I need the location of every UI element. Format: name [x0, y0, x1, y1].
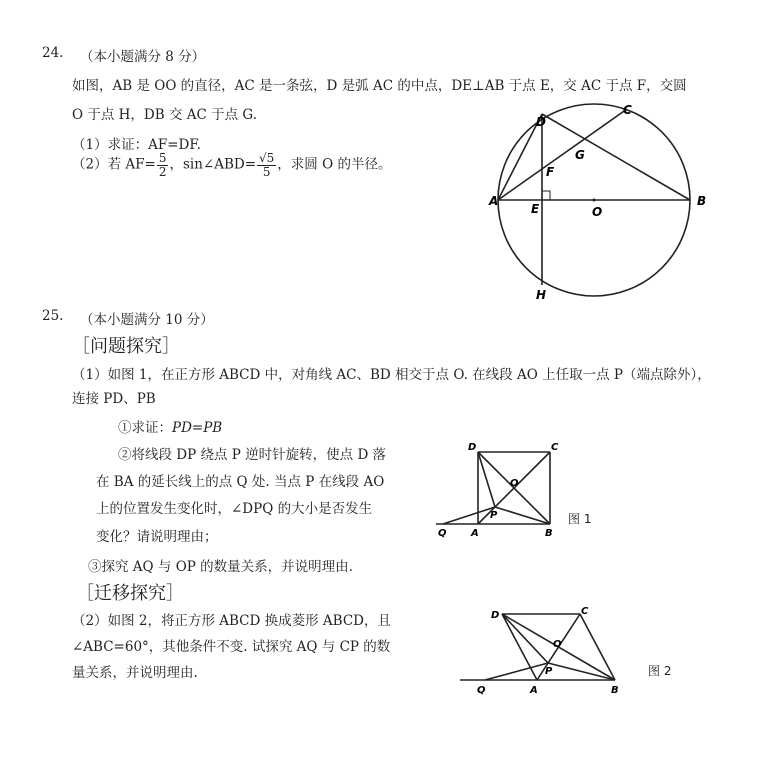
fig1-label-b: B — [545, 528, 553, 539]
q24-text-line1: 如图，AB 是 OO 的直径，AC 是一条弦，D 是弧 AC 的中点，DE⊥AB 于点 E，交 AC 于点 F，交圆 — [72, 78, 687, 94]
fig2-label-a: A — [530, 685, 538, 696]
fig1-label-d: D — [468, 442, 477, 453]
fig1-label-p: P — [490, 510, 498, 521]
q25-sub2-line4: 变化？请说明理由； — [96, 529, 218, 545]
q25-sub2-line1: ②将线段 DP 绕点 P 逆时针旋转，使点 D 落 — [118, 447, 387, 463]
q25-figure2 — [455, 602, 635, 702]
q24-part1: （1）求证：AF=DF. — [72, 137, 201, 153]
fig2-label-p: P — [545, 666, 553, 677]
af-denominator: 2 — [158, 164, 167, 179]
fig1-caption: 图 1 — [568, 512, 592, 526]
segment-pb — [548, 663, 615, 680]
fig1-label-o: O — [510, 478, 519, 489]
chord-ac — [498, 109, 627, 200]
q25-figure1 — [428, 438, 568, 542]
q24-part2-prefix: （2）若 AF= — [72, 156, 156, 173]
q25-sub3: ③探究 AQ 与 OP 的数量关系，并说明理由. — [88, 559, 353, 575]
q24-circle-figure — [490, 95, 720, 305]
fig2-label-o: O — [553, 639, 562, 650]
af-fraction — [157, 152, 169, 178]
q25-p1-line1: （1）如图 1，在正方形 ABCD 中，对角线 AC、BD 相交于点 O. 在线段 AO 上任取一点 P（端点除外）， — [72, 367, 711, 383]
q25-sub2-line2: 在 BA 的延长线上的点 Q 处. 当点 P 在线段 AO — [96, 474, 385, 490]
sin-fraction — [257, 152, 276, 178]
q24-score: （本小题满分 8 分） — [80, 49, 206, 65]
fig2-label-b: B — [611, 685, 619, 696]
segment-dp — [502, 614, 548, 663]
fig1-label-a: A — [471, 528, 479, 539]
chord-db — [542, 114, 690, 200]
center-dot — [593, 199, 596, 202]
q25-sub1-equation: PD=PB — [172, 420, 223, 436]
q25-number: 25. — [42, 308, 64, 324]
q25-sub1 — [118, 416, 222, 436]
q25-p1-line2: 连接 PD、PB — [72, 391, 156, 407]
label-c: C — [623, 103, 632, 117]
label-o: O — [592, 205, 603, 219]
q25-sub1-prefix: ①求证： — [118, 420, 172, 436]
sin-label: ，sin∠ABD= — [169, 156, 257, 173]
fig2-caption: 图 2 — [648, 664, 672, 678]
q25-p2-line2: ∠ABC=60°，其他条件不变. 试探究 AQ 与 CP 的数 — [72, 639, 391, 655]
label-d: D — [536, 115, 546, 129]
right-angle-mark — [542, 191, 550, 200]
label-e: E — [531, 202, 540, 216]
sin-denominator: 5 — [262, 164, 271, 179]
fig1-label-c: C — [551, 442, 559, 453]
label-g: G — [575, 148, 585, 162]
label-b: B — [697, 194, 707, 208]
q25-p2-line3: 量关系，并说明理由. — [72, 665, 198, 681]
q24-text-line2: O 于点 H，DB 交 AC 于点 G. — [72, 107, 258, 123]
section-problem-exploration: ［问题探究］ — [72, 336, 180, 357]
fig2-label-d: D — [491, 610, 500, 621]
af-numerator: 5 — [158, 151, 167, 165]
q25-score: （本小题满分 10 分） — [80, 312, 214, 328]
q25-p2-line1: （2）如图 2，将正方形 ABCD 换成菱形 ABCD，且 — [72, 613, 391, 629]
fig2-label-q: Q — [477, 685, 486, 696]
q24-part2 — [72, 152, 391, 178]
q24-part2-suffix: ，求圆 O 的半径。 — [277, 156, 392, 173]
q25-sub2-line3: 上的位置发生变化时，∠DPQ 的大小是否发生 — [96, 501, 373, 517]
label-h: H — [536, 288, 547, 302]
fig1-label-q: Q — [438, 528, 447, 539]
section-transfer-exploration: ［迁移探究］ — [76, 583, 184, 604]
label-f: F — [546, 165, 555, 179]
label-a: A — [489, 194, 499, 208]
fig2-label-c: C — [581, 606, 589, 617]
sin-numerator: √5 — [259, 151, 275, 165]
q24-number: 24. — [42, 45, 64, 61]
